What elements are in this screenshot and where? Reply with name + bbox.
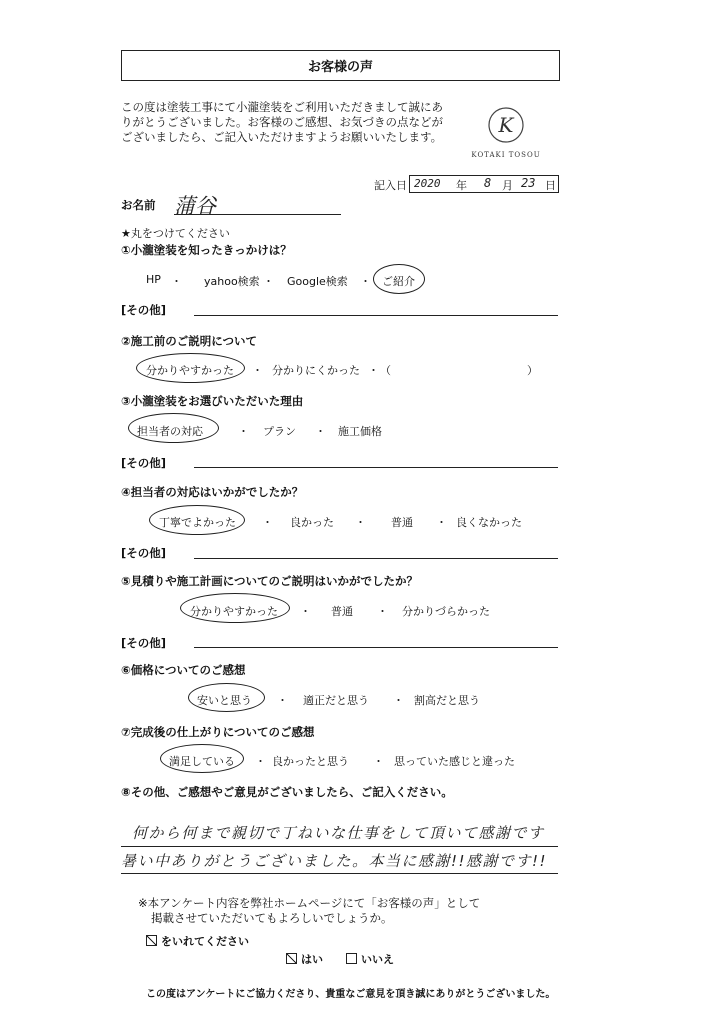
q2-option-clear[interactable]: 分かりやすかった [146, 364, 234, 377]
q2-sep-1: ・ [252, 364, 263, 377]
comment-rule-2[interactable] [121, 873, 558, 874]
q3-option-price[interactable]: 施工価格 [338, 425, 382, 438]
logo-text: KOTAKI TOSOU [471, 151, 541, 159]
q7-label: ⑦完成後の仕上がりについてのご感想 [121, 725, 315, 739]
q5-label: ⑤見積りや施工計画についてのご説明はいかがでしたか？ [121, 574, 419, 588]
q7-sep-2: ・ [373, 755, 384, 768]
q6-label: ⑥価格についてのご感想 [121, 663, 246, 677]
q1-other-line[interactable] [194, 315, 558, 316]
q5-other-label: [その他] [121, 636, 167, 650]
q5-sep-2: ・ [377, 605, 388, 618]
q6-option-fair[interactable]: 適正だと思う [303, 694, 369, 707]
q4-selection-circle [149, 505, 245, 535]
q2-paren-open: （ [380, 364, 391, 377]
q2-option-unclear[interactable]: 分かりにくかった [272, 364, 360, 377]
check-sample-icon [146, 935, 157, 946]
q2-sep-2: ・ [368, 364, 379, 377]
form-title [121, 50, 560, 81]
consent-no-label: いいえ [361, 953, 394, 966]
date-day-unit: 日 [545, 179, 556, 192]
check-instruction [146, 933, 249, 949]
q1-option-yahoo[interactable]: yahoo検索 [204, 275, 260, 288]
q1-selection-circle [373, 264, 425, 294]
q7-sep-1: ・ [255, 755, 266, 768]
date-month: 8 [484, 176, 492, 190]
q2-label: ②施工前のご説明について [121, 334, 258, 348]
q1-sep-3: ・ [360, 275, 371, 288]
name-label: お名前 [121, 198, 156, 212]
q6-sep-1: ・ [277, 694, 288, 707]
footer-thanks: この度はアンケートにご協力くださり、貴重なご意見を頂き誠にありがとうございました。 [146, 989, 556, 1000]
q4-sep-1: ・ [262, 516, 273, 529]
date-year-unit: 年 [456, 179, 467, 192]
company-logo [466, 91, 546, 171]
q2-paren-close: ） [527, 364, 538, 377]
q1-sep-1: ・ [171, 275, 182, 288]
q6-selection-circle [188, 683, 265, 712]
q4-sep-3: ・ [436, 516, 447, 529]
q4-option-normal[interactable]: 普通 [391, 516, 413, 529]
date-year: 2020 [414, 177, 441, 190]
q7-option-satisfied[interactable]: 満足している [169, 755, 235, 768]
q4-option-good[interactable]: 良かった [290, 516, 334, 529]
q3-other-label: [その他] [121, 456, 167, 470]
q2-selection-circle [136, 353, 245, 383]
publish-text-2: 掲載させていただいてもよろしいでしょうか。 [151, 911, 393, 925]
instruction: ★丸をつけてください [121, 227, 230, 240]
date-field[interactable] [409, 175, 559, 193]
date-label: 記入日 [374, 179, 407, 192]
q5-selection-circle [180, 593, 290, 623]
q6-option-cheap[interactable]: 安いと思う [197, 694, 252, 707]
q7-option-good[interactable]: 良かったと思う [272, 755, 349, 768]
q4-sep-2: ・ [355, 516, 366, 529]
name-underline [174, 214, 341, 215]
q4-other-line[interactable] [194, 558, 558, 559]
q3-other-line[interactable] [194, 467, 558, 468]
q4-option-polite[interactable]: 丁寧でよかった [159, 516, 236, 529]
q3-option-plan[interactable]: プラン [263, 425, 296, 438]
q3-option-staff[interactable]: 担当者の対応 [137, 425, 203, 438]
title-text: お客様の声 [307, 60, 373, 75]
no-checkbox-icon[interactable] [346, 953, 357, 964]
q1-label: ①小瀧塗装を知ったきっかけは？ [121, 243, 292, 257]
consent-no[interactable] [346, 951, 394, 967]
q3-sep-1: ・ [238, 425, 249, 438]
yes-checkbox-icon[interactable] [286, 953, 297, 964]
q1-option-hp[interactable]: HP [146, 273, 161, 286]
q5-option-clear[interactable]: 分かりやすかった [190, 605, 278, 618]
q7-option-different[interactable]: 思っていた感じと違った [394, 755, 515, 768]
q5-other-line[interactable] [194, 647, 558, 648]
date-month-unit: 月 [502, 179, 513, 192]
q8-label: ⑧その他、ご感想やご意見がございましたら、ご記入ください。 [121, 785, 453, 799]
q1-other-label: [その他] [121, 303, 167, 317]
date-day: 23 [521, 176, 536, 190]
intro-text: この度は塗装工事にて小瀧塗装をご利用いただきまして誠にありがとうございました。お客様のご感想、お気づきの点などがございましたら、ご記入いただけますようお願いいたします。 [121, 100, 443, 144]
q4-option-bad[interactable]: 良くなかった [456, 516, 522, 529]
q3-label: ③小瀧塗装をお選びいただいた理由 [121, 394, 304, 408]
q3-selection-circle [128, 413, 219, 443]
publish-text-1: ※本アンケート内容を弊社ホームページにて「お客様の声」として [138, 896, 481, 910]
q6-option-expensive[interactable]: 割高だと思う [414, 694, 480, 707]
q1-option-referral[interactable]: ご紹介 [382, 275, 415, 288]
q5-option-normal[interactable]: 普通 [331, 605, 353, 618]
consent-yes-label: はい [301, 953, 323, 966]
comment-rule-1[interactable] [121, 846, 558, 847]
q4-other-label: [その他] [121, 546, 167, 560]
check-instruction-text: をいれてください [161, 935, 249, 948]
q5-option-unclear[interactable]: 分かりづらかった [402, 605, 490, 618]
q7-selection-circle [160, 744, 244, 773]
consent-yes[interactable] [286, 951, 323, 967]
q4-label: ④担当者の対応はいかがでしたか？ [121, 485, 304, 499]
q3-sep-2: ・ [315, 425, 326, 438]
comment-line-1: 何から何まで親切で丁ねいな仕事をして頂いて感謝です [132, 824, 545, 842]
q6-sep-2: ・ [393, 694, 404, 707]
q1-option-google[interactable]: Google検索 [287, 275, 348, 288]
q5-sep-1: ・ [300, 605, 311, 618]
logo-letter: K [498, 113, 514, 137]
q1-sep-2: ・ [263, 275, 274, 288]
name-value: 蒲谷 [174, 194, 216, 218]
comment-line-2: 暑い中ありがとうございました。本当に感謝!!感謝です!! [121, 852, 548, 870]
